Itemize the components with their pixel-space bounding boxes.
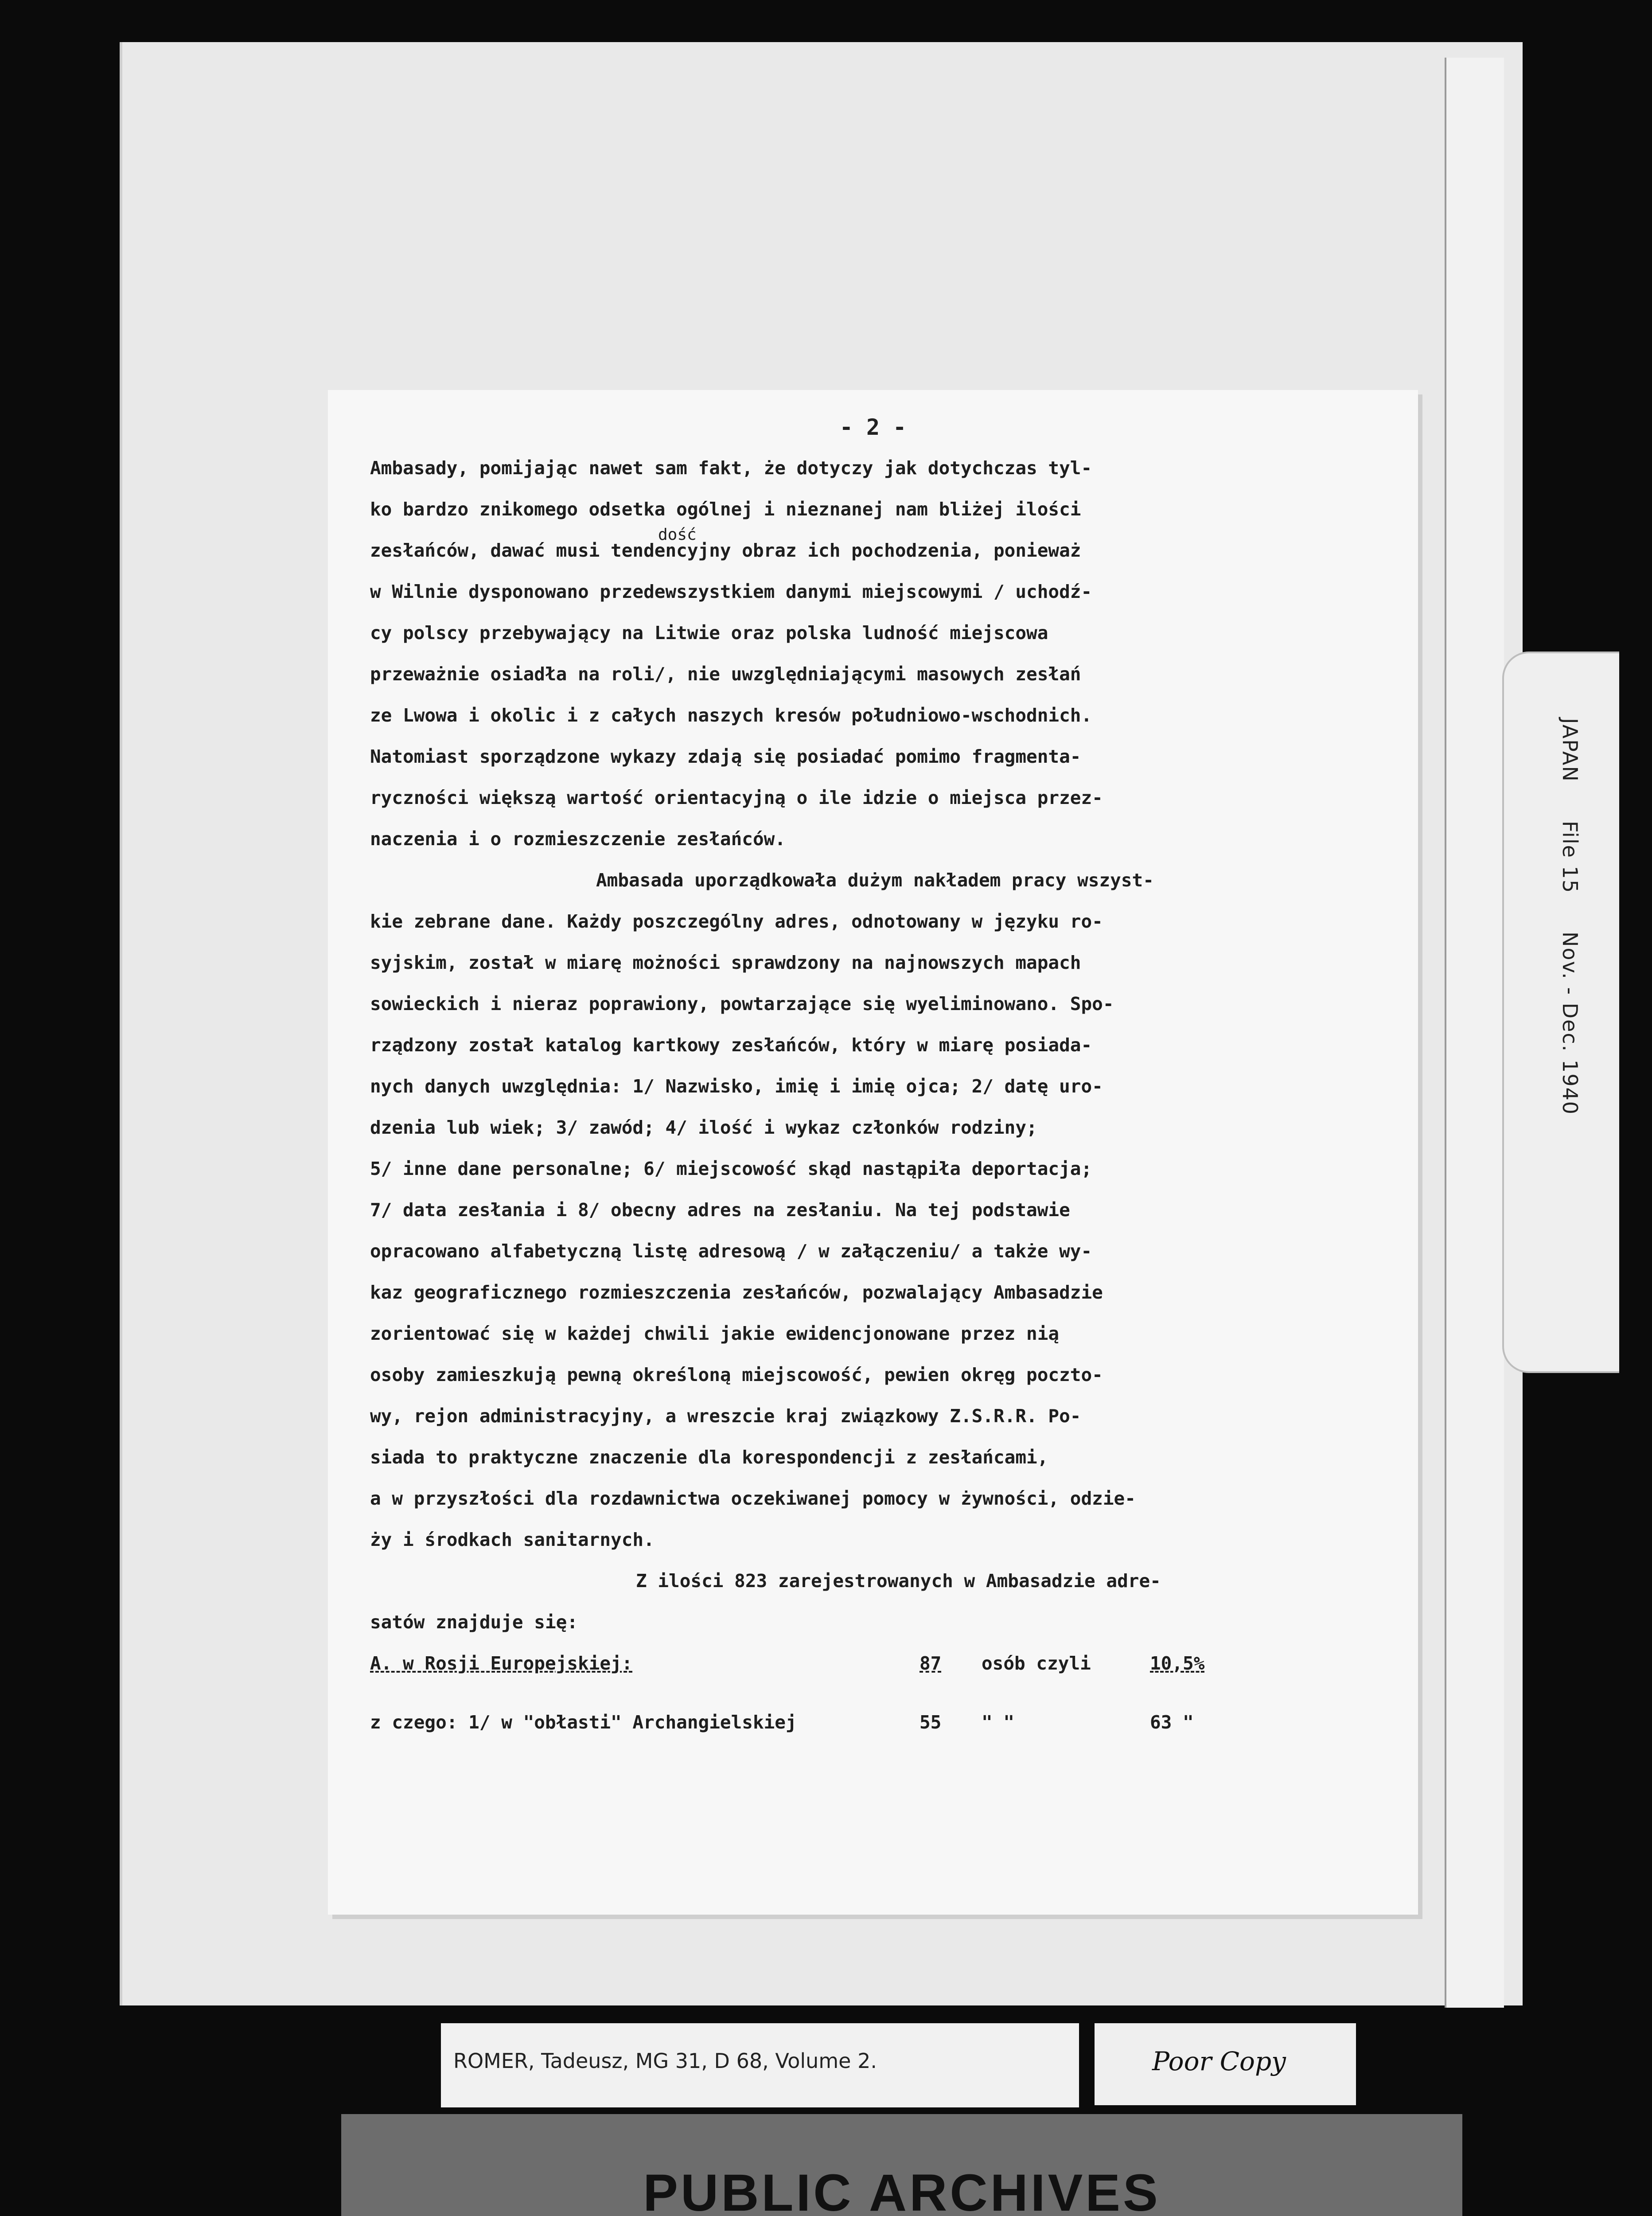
text-line: kaz geograficznego rozmieszczenia zesłańców, pozwalający Ambasadzie: [370, 1282, 1103, 1303]
tab-file: File 15: [1558, 820, 1582, 893]
text-line: rządzony został katalog kartkowy zesłańców, który w miarę posiada-: [370, 1034, 1092, 1056]
text-line: osoby zamieszkują pewną określoną miejscowość, pewien okręg poczto-: [370, 1364, 1103, 1385]
table-count: 55: [920, 1712, 942, 1733]
tab-country: JAPAN: [1558, 718, 1582, 782]
text-line: ko bardzo znikomego odsetka ogólnej i nieznanej nam bliżej ilości: [370, 499, 1081, 520]
text-line: 5/ inne dane personalne; 6/ miejscowość skąd nastąpiła deportacja;: [370, 1158, 1092, 1179]
table-label: A. w Rosji Europejskiej:: [370, 1653, 633, 1674]
archives-stamp: [341, 2114, 1462, 2216]
text-line: ży i środkach sanitarnych.: [370, 1529, 655, 1550]
text-line: ryczności większą wartość orientacyjną o ile idzie o miejsca przez-: [370, 787, 1103, 808]
text-line: ze Lwowa i okolic i z całych naszych kresów południowo-wschodnich.: [370, 705, 1092, 726]
text-line: w Wilnie dysponowano przedewszystkiem danymi miejscowymi / uchodź-: [370, 581, 1092, 602]
text-line: 7/ data zesłania i 8/ obecny adres na zesłaniu. Na tej podstawie: [370, 1199, 1070, 1221]
text-line: syjskim, został w miarę możności sprawdzony na najnowszych mapach: [370, 952, 1081, 973]
table-row: [370, 1702, 1403, 1743]
poor-copy-text: Poor Copy: [1152, 2046, 1286, 2076]
text-line: cy polscy przebywający na Litwie oraz polska ludność miejscowa: [370, 622, 1048, 644]
text-line: wy, rejon administracyjny, a wreszcie kraj związkowy Z.S.R.R. Po-: [370, 1405, 1081, 1427]
folder-edge: [1445, 58, 1504, 2008]
table-label: z czego: 1/ w "obłasti" Archangielskiej: [370, 1712, 797, 1733]
text-line: Natomiast sporządzone wykazy zdają się posiadać pomimo fragmenta-: [370, 746, 1081, 767]
stamp-line-1: PUBLIC ARCHIVES: [643, 2164, 1161, 2216]
text-line: Z ilości 823 zarejestrowanych w Ambasadzie adre-: [636, 1570, 1161, 1592]
table-row: [370, 1643, 1403, 1684]
folder-tab-label: [1511, 718, 1582, 1250]
text-line: siada to praktyczne znaczenie dla korespondencji z zesłańcami,: [370, 1447, 1048, 1468]
text-line: nych danych uwzględnia: 1/ Nazwisko, imię i imię ojca; 2/ datę uro-: [370, 1076, 1103, 1097]
text-line: przeważnie osiadła na roli/, nie uwzględniającymi masowych zesłań: [370, 663, 1081, 685]
text-line: a w przyszłości dla rozdawnictwa oczekiwanej pomocy w żywności, odzie-: [370, 1488, 1136, 1509]
text-line: [370, 526, 1403, 571]
handwritten-insertion: dość: [658, 526, 697, 544]
text-line: dzenia lub wiek; 3/ zawód; 4/ ilość i wykaz członków rodziny;: [370, 1117, 1037, 1138]
text-line: satów znajduje się:: [370, 1611, 578, 1633]
tab-date: Nov. - Dec. 1940: [1558, 932, 1582, 1116]
reference-label: [441, 2023, 1079, 2107]
reference-text: ROMER, Tadeusz, MG 31, D 68, Volume 2.: [453, 2049, 877, 2073]
poor-copy-note: [1095, 2023, 1356, 2105]
table-unit: " ": [982, 1712, 1015, 1733]
document-page: [328, 390, 1418, 1915]
body-text: [370, 448, 1403, 1743]
text-line: Ambasady, pomijając nawet sam fakt, że dotyczy jak dotychczas tyl-: [370, 457, 1092, 479]
table-percent: 63 ": [1150, 1712, 1194, 1733]
table-unit: osób czyli: [982, 1653, 1091, 1674]
table-count: 87: [920, 1653, 942, 1674]
text-line-content: zesłańców, dawać musi tendencyjny obraz ich pochodzenia, ponieważ: [370, 540, 1081, 561]
text-line: opracowano alfabetyczną listę adresową / w załączeniu/ a także wy-: [370, 1241, 1092, 1262]
text-line: kie zebrane dane. Każdy poszczególny adres, odnotowany w języku ro-: [370, 911, 1103, 932]
text-line: naczenia i o rozmieszczenie zesłańców.: [370, 828, 786, 850]
table-percent: 10,5%: [1150, 1653, 1205, 1674]
page-number: - 2 -: [839, 414, 907, 440]
text-line: zorientować się w każdej chwili jakie ewidencjonowane przez nią: [370, 1323, 1060, 1344]
text-line: Ambasada uporządkowała dużym nakładem pracy wszyst-: [596, 870, 1154, 891]
text-line: sowieckich i nieraz poprawiony, powtarzające się wyeliminowano. Spo-: [370, 993, 1114, 1014]
